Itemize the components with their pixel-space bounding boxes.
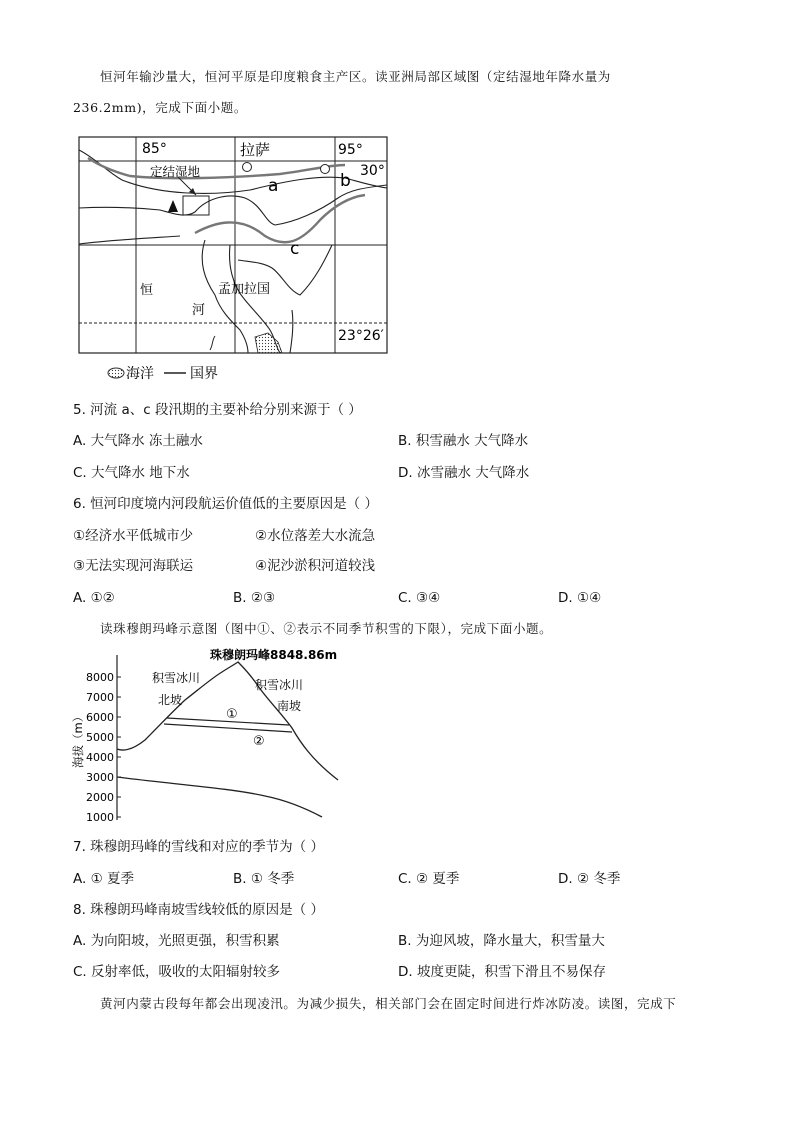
q7-option-c[interactable]: C. ② 夏季	[398, 871, 460, 887]
q5-option-a[interactable]: A. 大气降水 冻土融水	[73, 433, 203, 449]
q5-option-d[interactable]: D. 冰雪融水 大气降水	[398, 465, 530, 481]
tick-1000: 1000	[86, 811, 114, 824]
ganges-label-2: 河	[192, 303, 206, 318]
q7-option-a[interactable]: A. ① 夏季	[73, 871, 134, 887]
lon-85-label: 85°	[142, 141, 167, 157]
lhasa-label: 拉萨	[240, 141, 271, 159]
legend-border-label: 国界	[190, 366, 218, 382]
glacier-south-label: 积雪冰川	[255, 678, 304, 692]
q5-option-b[interactable]: B. 积雪融水 大气降水	[398, 433, 529, 449]
snowline-2-label: ②	[253, 734, 265, 749]
north-slope-label: 北坡	[158, 693, 183, 707]
river-c-label: c	[290, 239, 300, 259]
q6-statement-4: ④泥沙淤积河道较浅	[255, 558, 376, 574]
altitude-axis-label: 海拔（m）	[71, 710, 85, 768]
mountain-base-line	[117, 777, 322, 817]
intro-yellow-river: 黄河内蒙古段每年都会出现凌汛。为减少损失，相关部门会在固定时间进行炸冰防凌。读图，完成下	[100, 996, 677, 1011]
glacier-north-label: 积雪冰川	[152, 671, 201, 685]
q7-option-b[interactable]: B. ① 冬季	[233, 871, 295, 887]
lon-95-label: 95°	[338, 142, 363, 158]
q8-option-a[interactable]: A. 为向阳坡，光照更强，积雪积累	[73, 933, 280, 949]
legend-ocean-label: 海洋	[126, 366, 154, 382]
lat-30-label: 30°	[360, 163, 385, 179]
q8-stem: 8. 珠穆朗玛峰南坡雪线较低的原因是（ ）	[73, 902, 324, 918]
q7-stem: 7. 珠穆朗玛峰的雪线和对应的季节为（ ）	[73, 839, 324, 855]
snowline-2	[164, 724, 292, 732]
q6-option-a[interactable]: A. ①②	[73, 590, 115, 606]
south-slope-label: 南坡	[277, 699, 302, 713]
q6-option-c[interactable]: C. ③④	[398, 590, 441, 606]
lat-2326-label: 23°26′	[338, 328, 384, 344]
tick-7000: 7000	[86, 691, 114, 704]
q6-stem: 6. 恒河印度境内河段航运价值低的主要原因是（ ）	[73, 496, 378, 512]
altitude-ticks	[86, 671, 121, 824]
tick-8000: 8000	[86, 671, 114, 684]
q6-option-b[interactable]: B. ②③	[233, 590, 276, 606]
ganges-label-1: 恒	[140, 283, 154, 298]
q5-stem: 5. 河流 a、c 段汛期的主要补给分别来源于（ ）	[73, 402, 362, 418]
intro-everest: 读珠穆朗玛峰示意图（图中①、②表示不同季节积雪的下限），完成下面小题。	[100, 621, 553, 636]
q7-option-d[interactable]: D. ② 冬季	[558, 871, 621, 887]
snowline-1-label: ①	[226, 707, 238, 722]
river-b-label: b	[340, 171, 351, 191]
wetland-label: 定结湿地	[150, 164, 201, 179]
everest-peak-label: 珠穆朗玛峰8848.86m	[210, 648, 338, 662]
tick-2000: 2000	[86, 791, 114, 804]
tick-5000: 5000	[86, 731, 114, 744]
q8-option-d[interactable]: D. 坡度更陡，积雪下滑且不易保存	[398, 964, 606, 980]
q8-option-c[interactable]: C. 反射率低，吸收的太阳辐射较多	[73, 964, 281, 980]
q6-statement-1: ①经济水平低城市少	[73, 528, 194, 544]
tick-4000: 4000	[86, 751, 114, 764]
q6-option-d[interactable]: D. ①④	[558, 590, 602, 606]
tick-3000: 3000	[86, 771, 114, 784]
tick-6000: 6000	[86, 711, 114, 724]
q6-statement-2: ②水位落差大水流急	[255, 528, 376, 544]
intro-paragraph-line2: 236.2mm)，完成下面小题。	[73, 100, 247, 115]
q8-option-b[interactable]: B. 为迎风坡，降水量大，积雪量大	[398, 933, 605, 949]
intro-paragraph-line1: 恒河年输沙量大，恒河平原是印度粮食主产区。读亚洲局部区域图（定结湿地年降水量为	[100, 69, 611, 84]
river-a-label: a	[268, 176, 279, 196]
bangladesh-label: 孟加拉国	[218, 282, 271, 297]
q6-statement-3: ③无法实现河海联运	[73, 558, 194, 574]
q5-option-c[interactable]: C. 大气降水 地下水	[73, 465, 190, 481]
